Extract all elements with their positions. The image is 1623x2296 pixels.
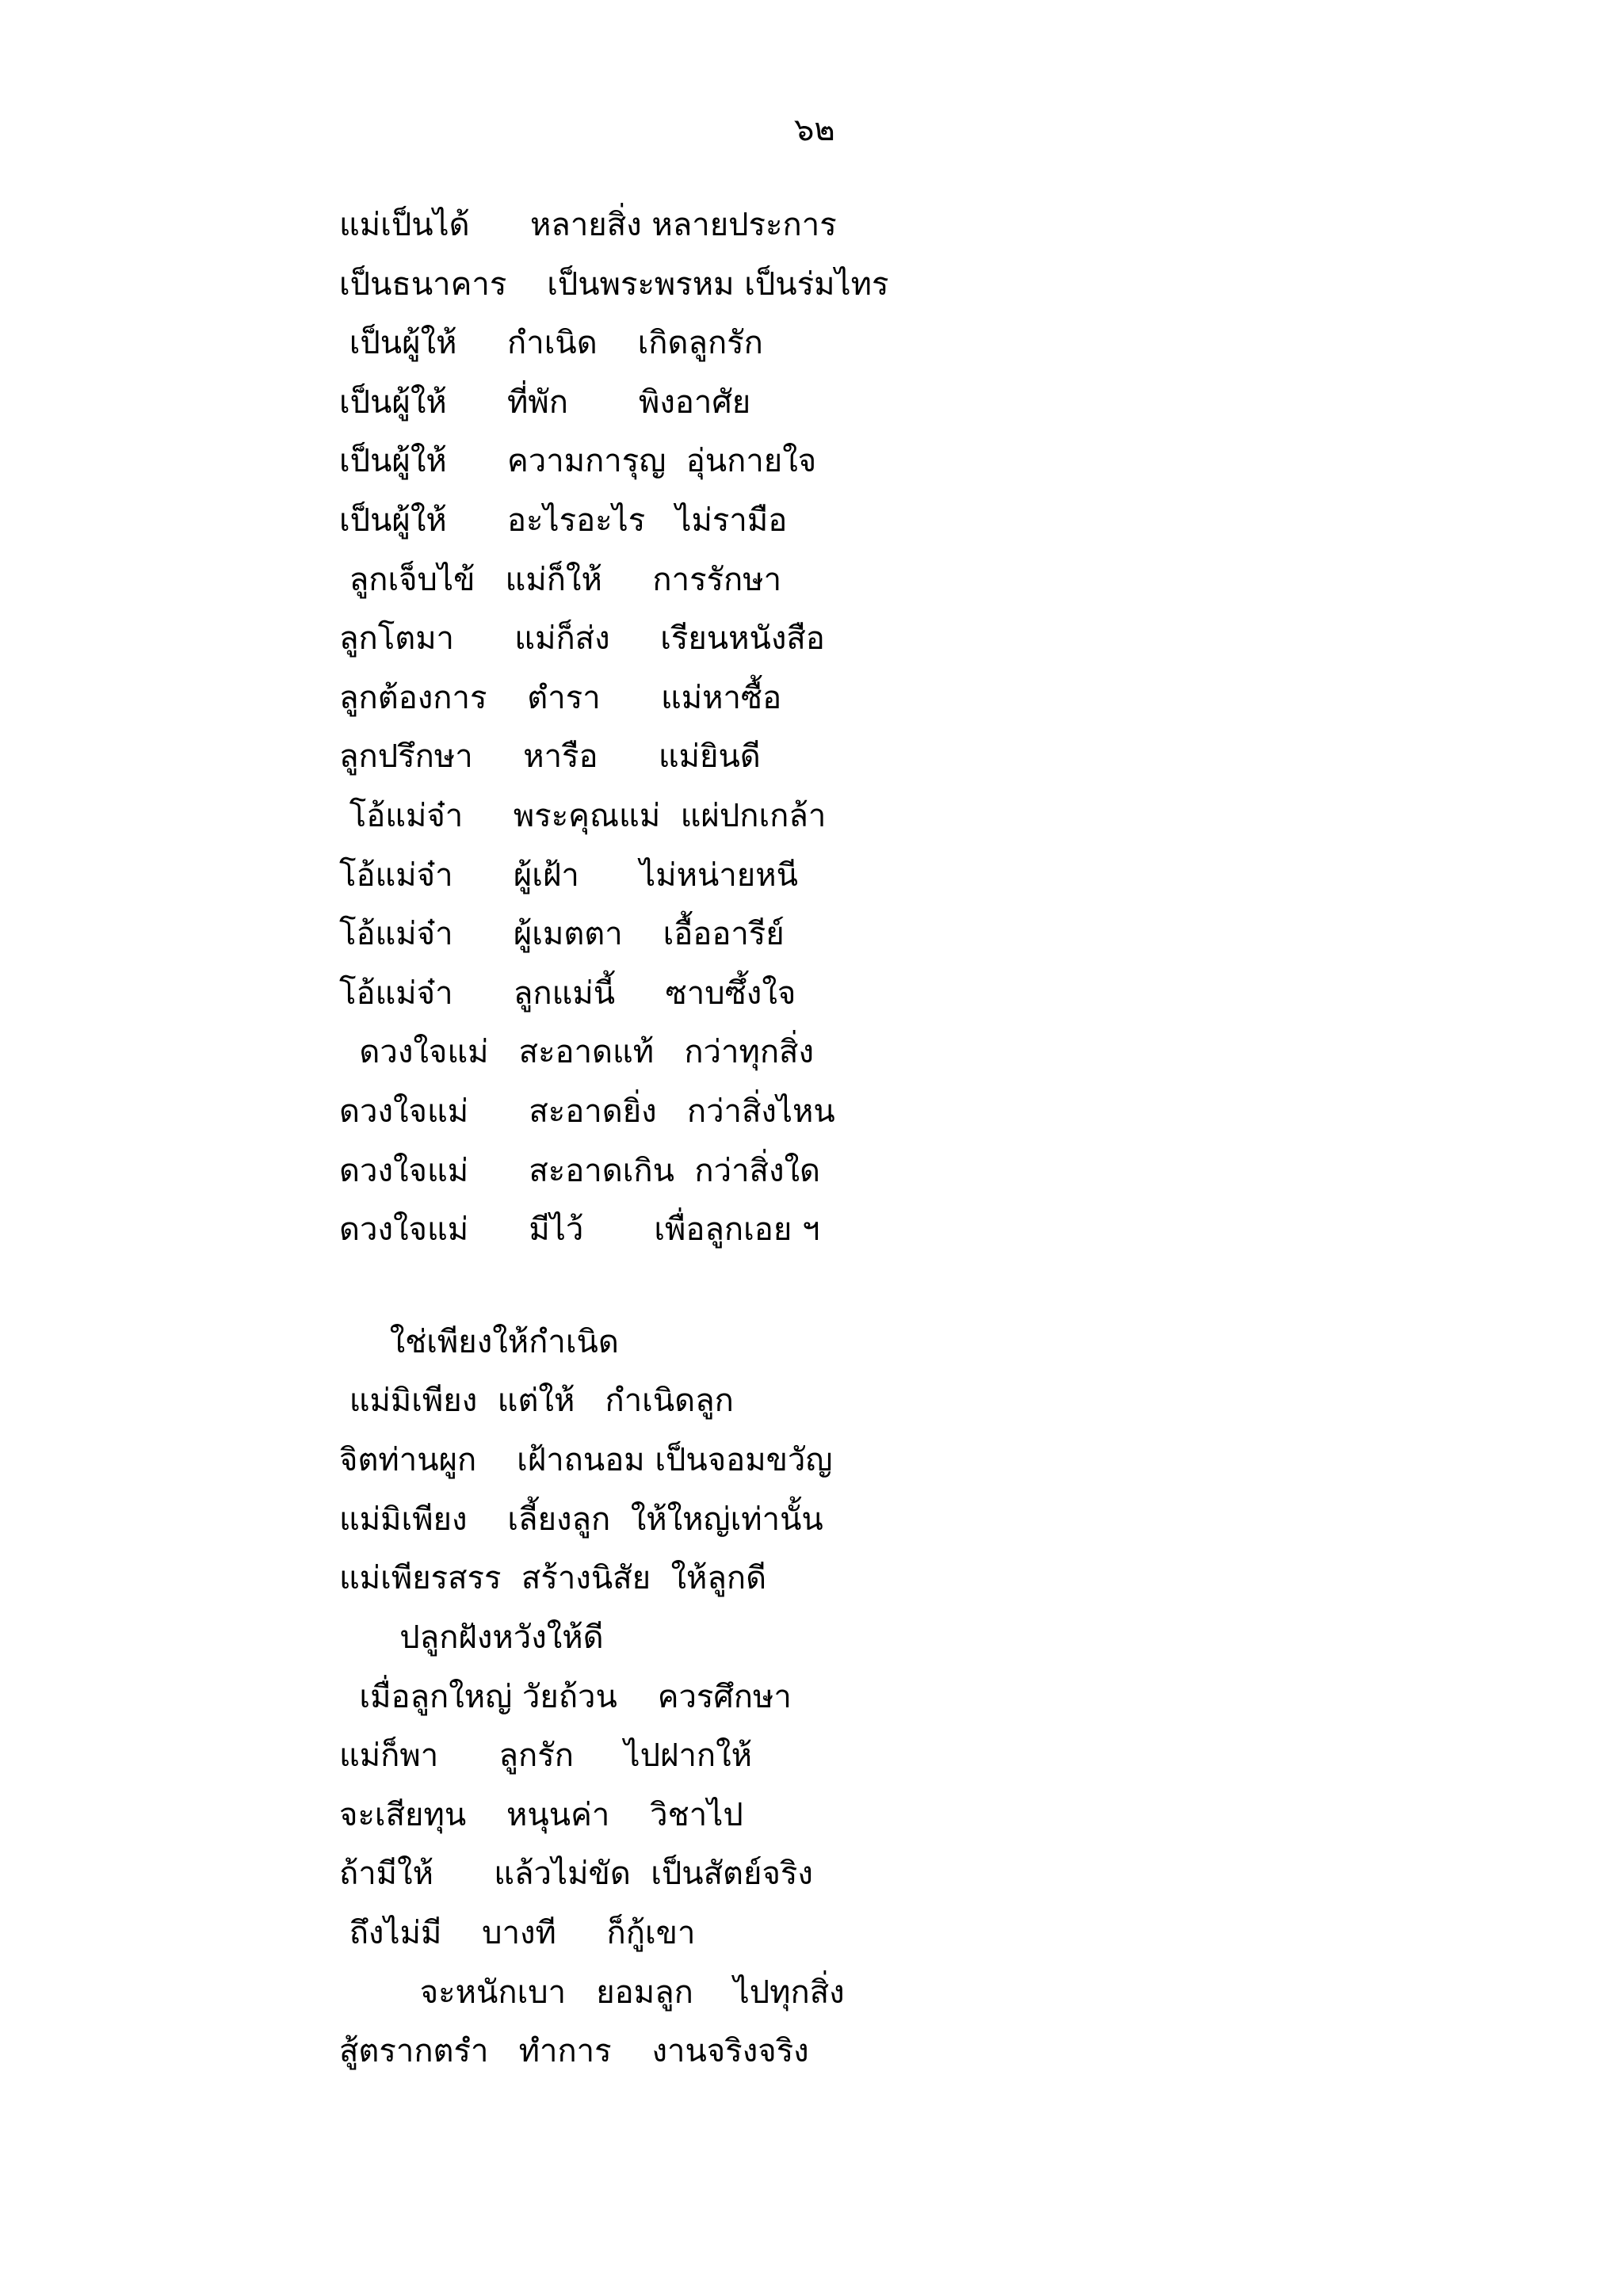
poem-line: แม่มิเพียง เลี้ยงลูก ให้ใหญ่เท่านั้น	[339, 1501, 823, 1538]
poem-line: เป็นผู้ให้ กำเนิด เกิดลูกรัก	[339, 325, 763, 361]
poem-line: ดวงใจแม่ สะอาดเกิน กว่าสิ่งใด	[339, 1153, 820, 1189]
poem-line: เป็นผู้ให้ ที่พัก พิงอาศัย	[339, 384, 751, 421]
poem-line: แม่เป็นได้ หลายสิ่ง หลายประการ	[339, 207, 837, 243]
poem-line: ลูกปรึกษา หารือ แม่ยินดี	[339, 738, 761, 775]
poem-line: ลูกโตมา แม่ก็ส่ง เรียนหนังสือ	[339, 620, 825, 657]
poem-line: โอ้แม่จ๋า ลูกแม่นี้ ซาบซึ้งใจ	[339, 975, 796, 1012]
page-number: ๖๒	[794, 112, 835, 148]
poem-line: จะเสียทุน หนุนค่า วิชาไป	[339, 1797, 743, 1833]
poem-line: ลูกเจ็บไข้ แม่ก็ให้ การรักษา	[339, 562, 782, 598]
poem-line: จิตท่านผูก เฝ้าถนอม เป็นจอมขวัญ	[339, 1442, 833, 1478]
stanza-title: ใช่เพียงให้กำเนิด	[339, 1324, 619, 1360]
poem-line: เป็นผู้ให้ อะไรอะไร ไม่รามือ	[339, 502, 788, 539]
poem-line: เป็นธนาคาร เป็นพระพรหม เป็นร่มไทร	[339, 266, 889, 303]
poem-line: ดวงใจแม่ สะอาดยิ่ง กว่าสิ่งไหน	[339, 1093, 835, 1130]
poem-line: จะหนักเบา ยอมลูก ไปทุกสิ่ง	[339, 1974, 845, 2011]
poem-line: ถ้ามีให้ แล้วไม่ขัด เป็นสัตย์จริง	[339, 1855, 813, 1892]
poem-line: แม่มิเพียง แต่ให้ กำเนิดลูก	[339, 1383, 734, 1419]
poem-line: ถึงไม่มี บางที ก็กู้เขา	[339, 1915, 696, 1951]
poem-line: แม่เพียรสรร สร้างนิสัย ให้ลูกดี	[339, 1560, 767, 1596]
poem-line: โอ้แม่จ๋า ผู้เฝ้า ไม่หน่ายหนี	[339, 857, 798, 894]
poem-line: ดวงใจแม่ สะอาดแท้ กว่าทุกสิ่ง	[339, 1034, 814, 1070]
poem-line: เป็นผู้ให้ ความการุญ อุ่นกายใจ	[339, 443, 817, 479]
poem-line: เมื่อลูกใหญ่ วัยถ้วน ควรศึกษา	[339, 1679, 792, 1715]
poem-line: แม่ก็พา ลูกรัก ไปฝากให้	[339, 1737, 753, 1774]
poem-line: โอ้แม่จ๋า ผู้เมตตา เอื้ออารีย์	[339, 916, 785, 952]
poem-line: ดวงใจแม่ มีไว้ เพื่อลูกเอย ฯ	[339, 1211, 820, 1248]
poem-line: โอ้แม่จ๋า พระคุณแม่ แผ่ปกเกล้า	[339, 798, 827, 834]
poem-line: ลูกต้องการ ตำรา แม่หาซื้อ	[339, 680, 782, 716]
poem-line: สู้ตรากตรำ ทำการ งานจริงจริง	[339, 2033, 809, 2069]
stanza-title: ปลูกฝังหวังให้ดี	[339, 1619, 604, 1656]
